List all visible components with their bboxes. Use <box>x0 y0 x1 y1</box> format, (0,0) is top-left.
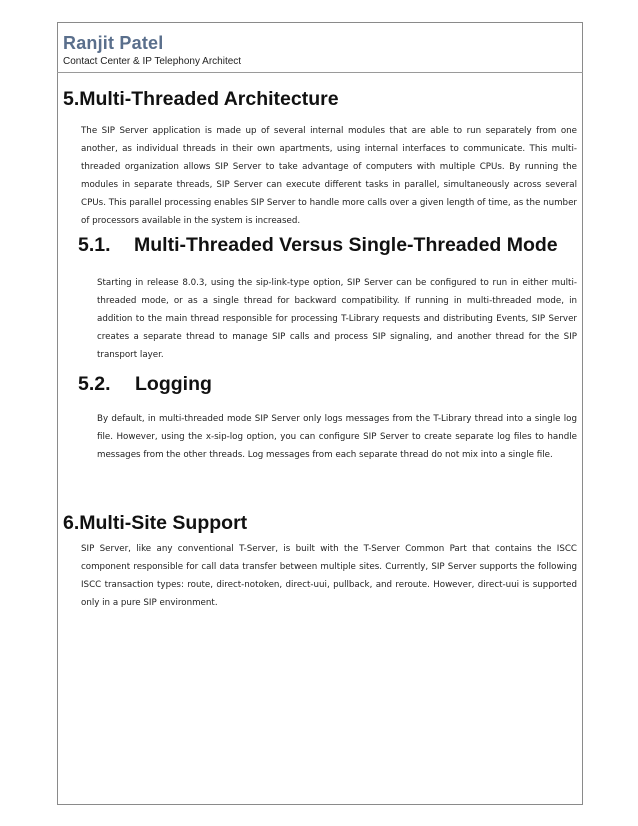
section-title: Multi-Threaded Versus Single-Threaded Mode <box>134 234 558 256</box>
author-name: Ranjit Patel <box>63 33 164 53</box>
section-title: Multi-Site Support <box>79 512 248 534</box>
section-body-5-1: Starting in release 8.0.3, using the sip-link-type option, SIP Server can be configured to run in either multi-threaded mode, or as a single thread for backward compatibility. If running in multi-threaded mode, in addition to the main thread responsible for processing T-Library requests and distributing Events, SIP Server creates a separate thread to manage SIP calls and process SIP signaling, and another thread for the SIP transport layer. <box>97 278 577 361</box>
section-heading-5-2 <box>78 373 212 396</box>
section-number: 5.2. <box>78 373 111 395</box>
section-heading-6 <box>63 512 247 535</box>
header-divider <box>57 72 583 73</box>
section-number: 5. <box>63 88 80 110</box>
section-title: Logging <box>135 373 212 395</box>
section-heading-5 <box>63 88 339 111</box>
section-body-6: SIP Server, like any conventional T-Server, is built with the T-Server Common Part that contains the ISCC component responsible for call data transfer between multiple sites. Currently, SIP Server supports the following ISCC transaction types: route, direct-notoken, direct-uui, pullback, and reroute. However, direct-uui is supported only in a pure SIP environment. <box>81 544 577 609</box>
section-number: 5.1. <box>78 234 111 256</box>
section-title: Multi-Threaded Architecture <box>79 88 339 110</box>
section-body-5: The SIP Server application is made up of several internal modules that are able to run separately from one another, as individual threads in their own apartments, using internal interfaces to communicate. This multi-threaded organization allows SIP Server to take advantage of computers with multiple CPUs. By running the modules in separate threads, SIP Server can execute different tasks in parallel, simultaneously across several CPUs. This parallel processing enables SIP Server to handle more calls over a given length of time, as the number of processors available in the system is increased. <box>81 126 577 227</box>
section-body-5-2: By default, in multi-threaded mode SIP Server only logs messages from the T-Library thread into a single log file. However, using the x-sip-log option, you can configure SIP Server to create separate log files to handle messages from the other threads. Log messages from each separate thread do not mix into a single file. <box>97 414 577 461</box>
section-heading-5-1 <box>78 234 558 257</box>
section-number: 6. <box>63 512 80 534</box>
author-subtitle: Contact Center & IP Telephony Architect <box>63 56 242 67</box>
